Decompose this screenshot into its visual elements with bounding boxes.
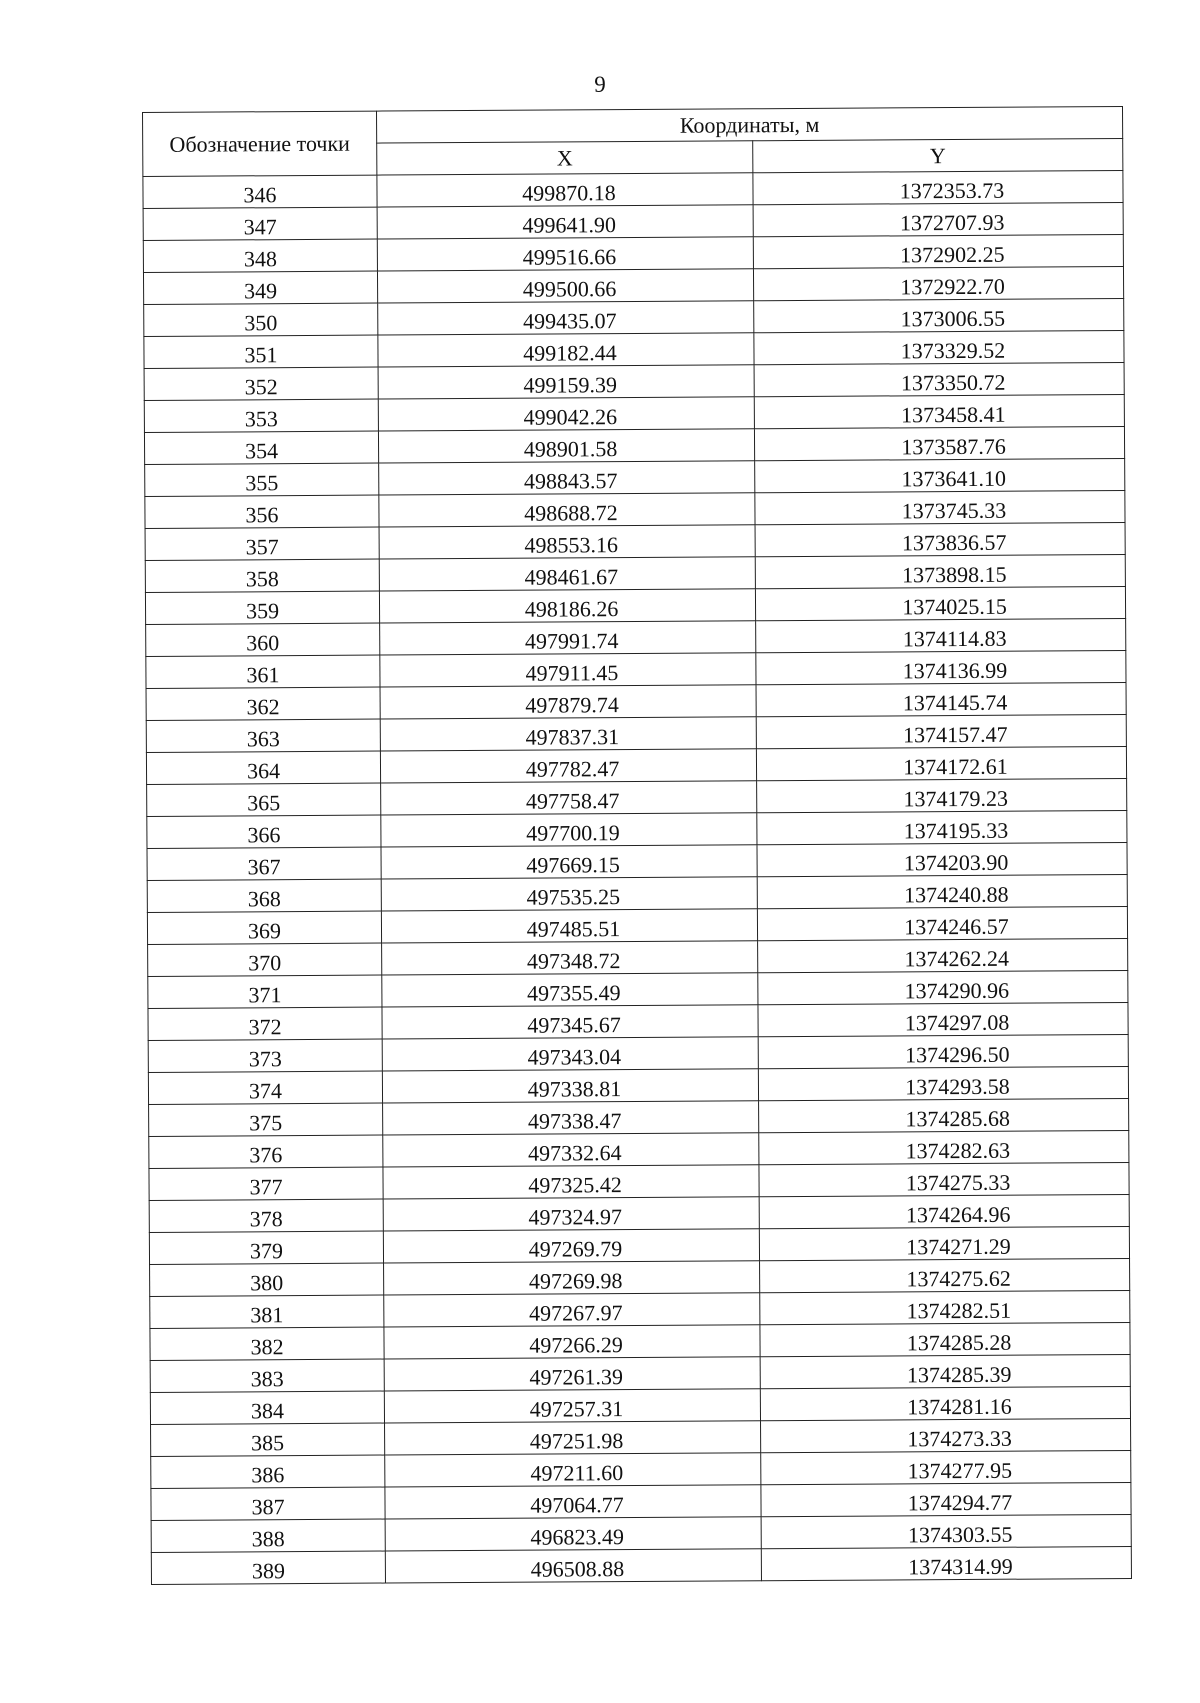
x-coordinate-cell: 497355.49 <box>382 973 758 1007</box>
x-coordinate-cell: 497251.98 <box>385 1421 761 1455</box>
table-row <box>151 1514 1131 1552</box>
y-coordinate-cell: 1374314.99 <box>761 1546 1131 1580</box>
x-coordinate-cell: 497343.04 <box>382 1037 758 1071</box>
table-row <box>150 1290 1130 1328</box>
x-coordinate-cell: 499870.18 <box>377 173 753 207</box>
table-row <box>151 1482 1131 1520</box>
point-cell: 375 <box>149 1103 383 1136</box>
y-coordinate-cell: 1374285.39 <box>760 1354 1130 1388</box>
table-row <box>145 555 1125 593</box>
x-coordinate-cell: 497837.31 <box>380 717 756 751</box>
x-coordinate-cell: 498553.16 <box>379 525 755 559</box>
x-coordinate-cell: 498843.57 <box>379 461 755 495</box>
point-cell: 347 <box>143 207 377 240</box>
point-cell: 374 <box>148 1071 382 1104</box>
point-cell: 356 <box>145 495 379 528</box>
table-row <box>151 1418 1131 1456</box>
y-coordinate-cell: 1374271.29 <box>759 1226 1129 1260</box>
y-coordinate-cell: 1372707.93 <box>753 203 1123 237</box>
x-coordinate-cell: 496823.49 <box>385 1517 761 1551</box>
table-header <box>143 107 1123 177</box>
y-coordinate-cell: 1373641.10 <box>755 459 1125 493</box>
y-coordinate-cell: 1374246.57 <box>757 906 1127 940</box>
y-coordinate-cell: 1374297.08 <box>758 1002 1128 1036</box>
table-row <box>150 1354 1130 1392</box>
point-cell: 365 <box>147 783 381 816</box>
table-row <box>148 1002 1128 1040</box>
x-coordinate-cell: 497338.47 <box>383 1101 759 1135</box>
y-coordinate-cell: 1374195.33 <box>757 810 1127 844</box>
point-cell: 382 <box>150 1327 384 1360</box>
table-row <box>147 842 1127 880</box>
table-row <box>149 1162 1129 1200</box>
table-row <box>144 363 1124 401</box>
y-coordinate-cell: 1374240.88 <box>757 874 1127 908</box>
y-coordinate-cell: 1374172.61 <box>756 746 1126 780</box>
y-coordinate-cell: 1374114.83 <box>756 619 1126 653</box>
y-coordinate-cell: 1373836.57 <box>755 523 1125 557</box>
point-cell: 359 <box>145 591 379 624</box>
point-cell: 368 <box>147 879 381 912</box>
point-cell: 364 <box>146 751 380 784</box>
point-designation-header: Обозначение точки <box>143 111 377 176</box>
table-row <box>144 331 1124 369</box>
y-coordinate-cell: 1373350.72 <box>754 363 1124 397</box>
x-coordinate-cell: 497758.47 <box>381 781 757 815</box>
table-row <box>148 1034 1128 1072</box>
y-coordinate-cell: 1374275.62 <box>760 1258 1130 1292</box>
x-coordinate-cell: 498461.67 <box>379 557 755 591</box>
y-coordinate-cell: 1374179.23 <box>757 778 1127 812</box>
point-cell: 371 <box>148 975 382 1008</box>
x-coordinate-cell: 497269.98 <box>384 1261 760 1295</box>
x-coordinate-cell: 497991.74 <box>380 621 756 655</box>
x-coordinate-cell: 497261.39 <box>384 1357 760 1391</box>
table-row <box>150 1258 1130 1296</box>
point-cell: 362 <box>146 687 380 720</box>
point-cell: 360 <box>146 623 380 656</box>
y-coordinate-cell: 1373006.55 <box>754 299 1124 333</box>
point-cell: 346 <box>143 175 377 208</box>
point-cell: 384 <box>150 1391 384 1424</box>
y-coordinate-cell: 1374285.68 <box>759 1098 1129 1132</box>
y-coordinate-cell: 1374303.55 <box>761 1514 1131 1548</box>
y-coordinate-cell: 1374262.24 <box>758 938 1128 972</box>
table-row <box>149 1226 1129 1264</box>
x-coordinate-cell: 499159.39 <box>378 365 754 399</box>
point-cell: 378 <box>149 1199 383 1232</box>
y-coordinate-cell: 1372353.73 <box>753 171 1123 205</box>
table-row <box>148 938 1128 976</box>
x-coordinate-cell: 499182.44 <box>378 333 754 367</box>
x-coordinate-cell: 497267.97 <box>384 1293 760 1327</box>
y-column-header: Y <box>753 139 1123 173</box>
y-coordinate-cell: 1374281.16 <box>760 1386 1130 1420</box>
table-row <box>150 1386 1130 1424</box>
x-coordinate-cell: 497485.51 <box>381 909 757 943</box>
x-coordinate-cell: 499641.90 <box>377 205 753 239</box>
point-cell: 366 <box>147 815 381 848</box>
y-coordinate-cell: 1374145.74 <box>756 682 1126 716</box>
page-number: 9 <box>594 72 606 97</box>
x-coordinate-cell: 497325.42 <box>383 1165 759 1199</box>
x-coordinate-cell: 499500.66 <box>377 269 753 303</box>
point-cell: 381 <box>150 1295 384 1328</box>
y-coordinate-cell: 1374282.51 <box>760 1290 1130 1324</box>
coordinates-table <box>142 106 1132 1585</box>
y-coordinate-cell: 1372902.25 <box>753 235 1123 269</box>
y-coordinate-cell: 1374294.77 <box>761 1482 1131 1516</box>
table-row <box>143 267 1123 305</box>
point-cell: 376 <box>149 1135 383 1168</box>
x-coordinate-cell: 497348.72 <box>382 941 758 975</box>
x-coordinate-cell: 498901.58 <box>378 429 754 463</box>
x-coordinate-cell: 497064.77 <box>385 1485 761 1519</box>
point-cell: 388 <box>151 1519 385 1552</box>
point-cell: 349 <box>143 271 377 304</box>
table-row <box>143 171 1123 209</box>
y-coordinate-cell: 1374273.33 <box>761 1418 1131 1452</box>
table-row <box>151 1546 1131 1584</box>
x-coordinate-cell: 497345.67 <box>382 1005 758 1039</box>
point-cell: 387 <box>151 1487 385 1520</box>
table-row <box>150 1322 1130 1360</box>
table-row <box>147 810 1127 848</box>
table-row <box>146 682 1126 720</box>
table-row <box>144 395 1124 433</box>
table-row <box>149 1194 1129 1232</box>
x-coordinate-cell: 497879.74 <box>380 685 756 719</box>
x-column-header: X <box>377 141 753 175</box>
point-cell: 389 <box>151 1551 385 1584</box>
table-row <box>146 746 1126 784</box>
table-row <box>146 619 1126 657</box>
point-cell: 354 <box>144 431 378 464</box>
x-coordinate-cell: 497266.29 <box>384 1325 760 1359</box>
y-coordinate-cell: 1373745.33 <box>755 491 1125 525</box>
table-row <box>151 1450 1131 1488</box>
table-row <box>149 1130 1129 1168</box>
x-coordinate-cell: 498186.26 <box>379 589 755 623</box>
table-row <box>144 427 1124 465</box>
table-row <box>145 523 1125 561</box>
table-row <box>145 491 1125 529</box>
table-row <box>149 1098 1129 1136</box>
y-coordinate-cell: 1373458.41 <box>754 395 1124 429</box>
point-cell: 350 <box>144 303 378 336</box>
x-coordinate-cell: 499516.66 <box>377 237 753 271</box>
point-cell: 379 <box>149 1231 383 1264</box>
point-cell: 385 <box>151 1423 385 1456</box>
point-cell: 386 <box>151 1455 385 1488</box>
x-coordinate-cell: 497700.19 <box>381 813 757 847</box>
coordinates-header: Координаты, м <box>376 107 1122 144</box>
x-coordinate-cell: 497338.81 <box>382 1069 758 1103</box>
y-coordinate-cell: 1374275.33 <box>759 1162 1129 1196</box>
x-coordinate-cell: 499435.07 <box>378 301 754 335</box>
y-coordinate-cell: 1374296.50 <box>758 1034 1128 1068</box>
x-coordinate-cell: 497332.64 <box>383 1133 759 1167</box>
point-cell: 369 <box>147 911 381 944</box>
y-coordinate-cell: 1374264.96 <box>759 1194 1129 1228</box>
point-cell: 352 <box>144 367 378 400</box>
y-coordinate-cell: 1374203.90 <box>757 842 1127 876</box>
x-coordinate-cell: 499042.26 <box>378 397 754 431</box>
x-coordinate-cell: 497257.31 <box>384 1389 760 1423</box>
table-row <box>144 299 1124 337</box>
table-row <box>145 587 1125 625</box>
point-cell: 358 <box>145 559 379 592</box>
x-coordinate-cell: 497535.25 <box>381 877 757 911</box>
point-cell: 353 <box>144 399 378 432</box>
table-row <box>147 778 1127 816</box>
point-cell: 351 <box>144 335 378 368</box>
x-coordinate-cell: 497669.15 <box>381 845 757 879</box>
table-row <box>146 714 1126 752</box>
point-cell: 348 <box>143 239 377 272</box>
y-coordinate-cell: 1374157.47 <box>756 714 1126 748</box>
y-coordinate-cell: 1373898.15 <box>755 555 1125 589</box>
y-coordinate-cell: 1374282.63 <box>759 1130 1129 1164</box>
point-cell: 370 <box>148 943 382 976</box>
x-coordinate-cell: 496508.88 <box>385 1549 761 1583</box>
y-coordinate-cell: 1374293.58 <box>758 1066 1128 1100</box>
point-cell: 372 <box>148 1007 382 1040</box>
y-coordinate-cell: 1374290.96 <box>758 970 1128 1004</box>
point-cell: 377 <box>149 1167 383 1200</box>
x-coordinate-cell: 497211.60 <box>385 1453 761 1487</box>
table-row <box>148 970 1128 1008</box>
y-coordinate-cell: 1372922.70 <box>753 267 1123 301</box>
point-cell: 363 <box>146 719 380 752</box>
y-coordinate-cell: 1374277.95 <box>761 1450 1131 1484</box>
y-coordinate-cell: 1373329.52 <box>754 331 1124 365</box>
y-coordinate-cell: 1374285.28 <box>760 1322 1130 1356</box>
table-row <box>143 203 1123 241</box>
point-cell: 383 <box>150 1359 384 1392</box>
y-coordinate-cell: 1374136.99 <box>756 651 1126 685</box>
x-coordinate-cell: 497324.97 <box>383 1197 759 1231</box>
x-coordinate-cell: 498688.72 <box>379 493 755 527</box>
x-coordinate-cell: 497782.47 <box>380 749 756 783</box>
table-row <box>147 906 1127 944</box>
y-coordinate-cell: 1374025.15 <box>755 587 1125 621</box>
point-cell: 361 <box>146 655 380 688</box>
y-coordinate-cell: 1373587.76 <box>754 427 1124 461</box>
point-cell: 367 <box>147 847 381 880</box>
point-cell: 380 <box>150 1263 384 1296</box>
table-row <box>146 651 1126 689</box>
table-row <box>145 459 1125 497</box>
table-row <box>148 1066 1128 1104</box>
point-cell: 355 <box>145 463 379 496</box>
point-cell: 357 <box>145 527 379 560</box>
table-row <box>143 235 1123 273</box>
table-row <box>147 874 1127 912</box>
point-cell: 373 <box>148 1039 382 1072</box>
x-coordinate-cell: 497269.79 <box>383 1229 759 1263</box>
table-body <box>143 171 1132 1585</box>
x-coordinate-cell: 497911.45 <box>380 653 756 687</box>
